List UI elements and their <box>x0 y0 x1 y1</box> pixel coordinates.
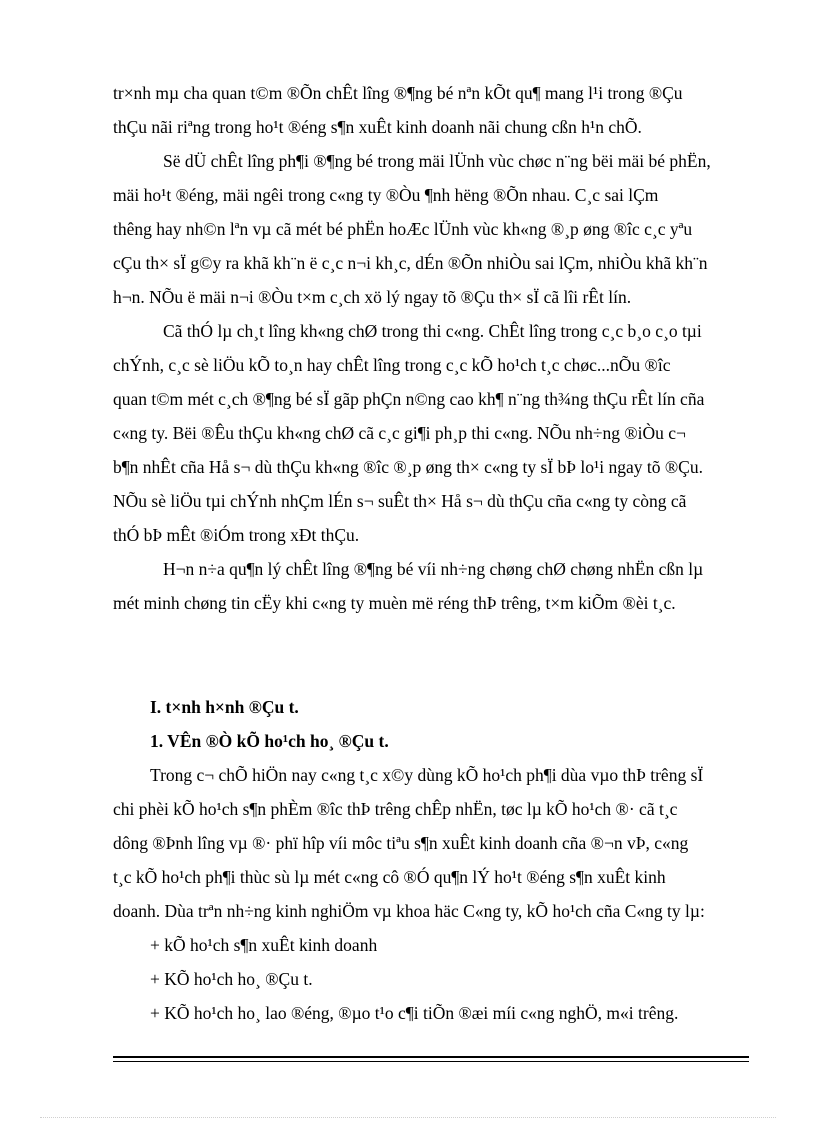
paragraph-line: t¸c kÕ ho¹ch ph¶i thùc sù lµ mét c«ng cô ®Ó qu¶n lÝ ho¹t ®éng s¶n xuÊt kinh <box>113 867 666 887</box>
footer-rule-thin <box>113 1061 749 1062</box>
body-text-bottom <box>113 690 753 1030</box>
paragraph-line: chi phèi kÕ ho¹ch s¶n phÈm ®îc thÞ trêng chÊp nhËn, tøc lµ kÕ ho¹ch ®· cã t¸c <box>113 799 678 819</box>
paragraph-line: c«ng ty. Bëi ®Êu thÇu kh«ng chØ cã c¸c gi¶i ph¸p thi c«ng. NÕu nh÷ng ®iÒu c¬ <box>113 423 686 443</box>
body-text-top <box>113 76 753 620</box>
paragraph-line: h¬n. NÕu ë mäi n¬i ®Òu t×m c¸ch xö lý ngay tõ ®Çu th× sÏ cã lîi rÊt lín. <box>113 287 632 307</box>
paragraph-line: Së dÜ chÊt lîng ph¶i ®¶ng bé trong mäi lÜnh vùc chøc n¨ng bëi mäi bé phËn, <box>163 151 711 171</box>
paragraph-line: quan t©m mét c¸ch ®¶ng bé sÏ gãp phÇn n©ng cao kh¶ n¨ng th¾ng thÇu rÊt lín cña <box>113 389 705 409</box>
paragraph-line: H¬n n÷a qu¶n lý chÊt lîng ®¶ng bé víi nh÷ng chøng chØ chøng nhËn cßn lµ <box>163 559 704 579</box>
paragraph-line: thÇu nãi riªng trong ho¹t ®éng s¶n xuÊt kinh doanh nãi chung cßn h¹n chÕ. <box>113 117 642 137</box>
paragraph-line: thÓ bÞ mÊt ®iÓm trong xÐt thÇu. <box>113 525 360 545</box>
list-item: + kÕ ho¹ch s¶n xuÊt kinh doanh <box>150 935 378 955</box>
paragraph-line: tr×nh mµ cha quan t©m ®Õn chÊt lîng ®¶ng bé nªn kÕt qu¶ mang l¹i trong ®Çu <box>113 83 683 103</box>
page-bottom-dotted-line <box>40 1117 776 1118</box>
footer-rule-thick <box>113 1056 749 1058</box>
paragraph-line: cÇu th× sÏ g©y ra khã kh¨n ë c¸c n¬i kh¸c, dÉn ®Õn nhiÒu sai lÇm, nhiÒu khã kh¨n <box>113 253 708 273</box>
paragraph-line: chÝnh, c¸c sè liÖu kÕ to¸n hay chÊt lîng trong c¸c kÕ ho¹ch t¸c chøc...nÕu ®îc <box>113 355 671 375</box>
paragraph-line: Cã thÓ lµ ch¸t lîng kh«ng chØ trong thi c«ng. ChÊt lîng trong c¸c b¸o c¸o tµi <box>163 321 702 341</box>
paragraph-line: Trong c¬ chÕ hiÖn nay c«ng t¸c x©y dùng kÕ ho¹ch ph¶i dùa vµo thÞ trêng sÏ <box>150 765 704 785</box>
section-heading: I. t×nh h×nh ®Çu t. <box>150 697 299 717</box>
paragraph-line: NÕu sè liÖu tµi chÝnh nhÇm lÉn s¬ suÊt th× Hå s¬ dù thÇu cña c«ng ty còng cã <box>113 491 687 511</box>
paragraph-line: mäi ho¹t ®éng, mäi ngêi trong c«ng ty ®Òu ¶nh hëng ®Õn nhau. C¸c sai lÇm <box>113 185 659 205</box>
paragraph-line: doanh. Dùa trªn nh÷ng kinh nghiÖm vµ khoa häc C«ng ty, kÕ ho¹ch cña C«ng ty lµ: <box>113 901 705 921</box>
list-item: + KÕ ho¹ch ho¸ lao ®éng, ®µo t¹o c¶i tiÕn ®æi míi c«ng nghÖ, m«i trêng. <box>150 1003 679 1023</box>
list-item: + KÕ ho¹ch ho¸ ®Çu t. <box>150 969 313 989</box>
paragraph-line: mét minh chøng tin cËy khi c«ng ty muèn më réng thÞ trêng, t×m kiÕm ®èi t¸c. <box>113 593 676 613</box>
paragraph-line: b¶n nhÊt cña Hå s¬ dù thÇu kh«ng ®îc ®¸p øng th× c«ng ty sÏ bÞ lo¹i ngay tõ ®Çu. <box>113 457 703 477</box>
paragraph-line: thêng hay nh©n lªn vµ cã mét bé phËn hoÆc lÜnh vùc kh«ng ®¸p øng ®îc c¸c yªu <box>113 219 693 239</box>
paragraph-line: dông ®Þnh lîng vµ ®· phï hîp víi môc tiªu s¶n xuÊt kinh doanh cña ®¬n vÞ, c«ng <box>113 833 689 853</box>
subsection-heading: 1. VÊn ®Ò kÕ ho¹ch ho¸ ®Çu t. <box>150 731 389 751</box>
